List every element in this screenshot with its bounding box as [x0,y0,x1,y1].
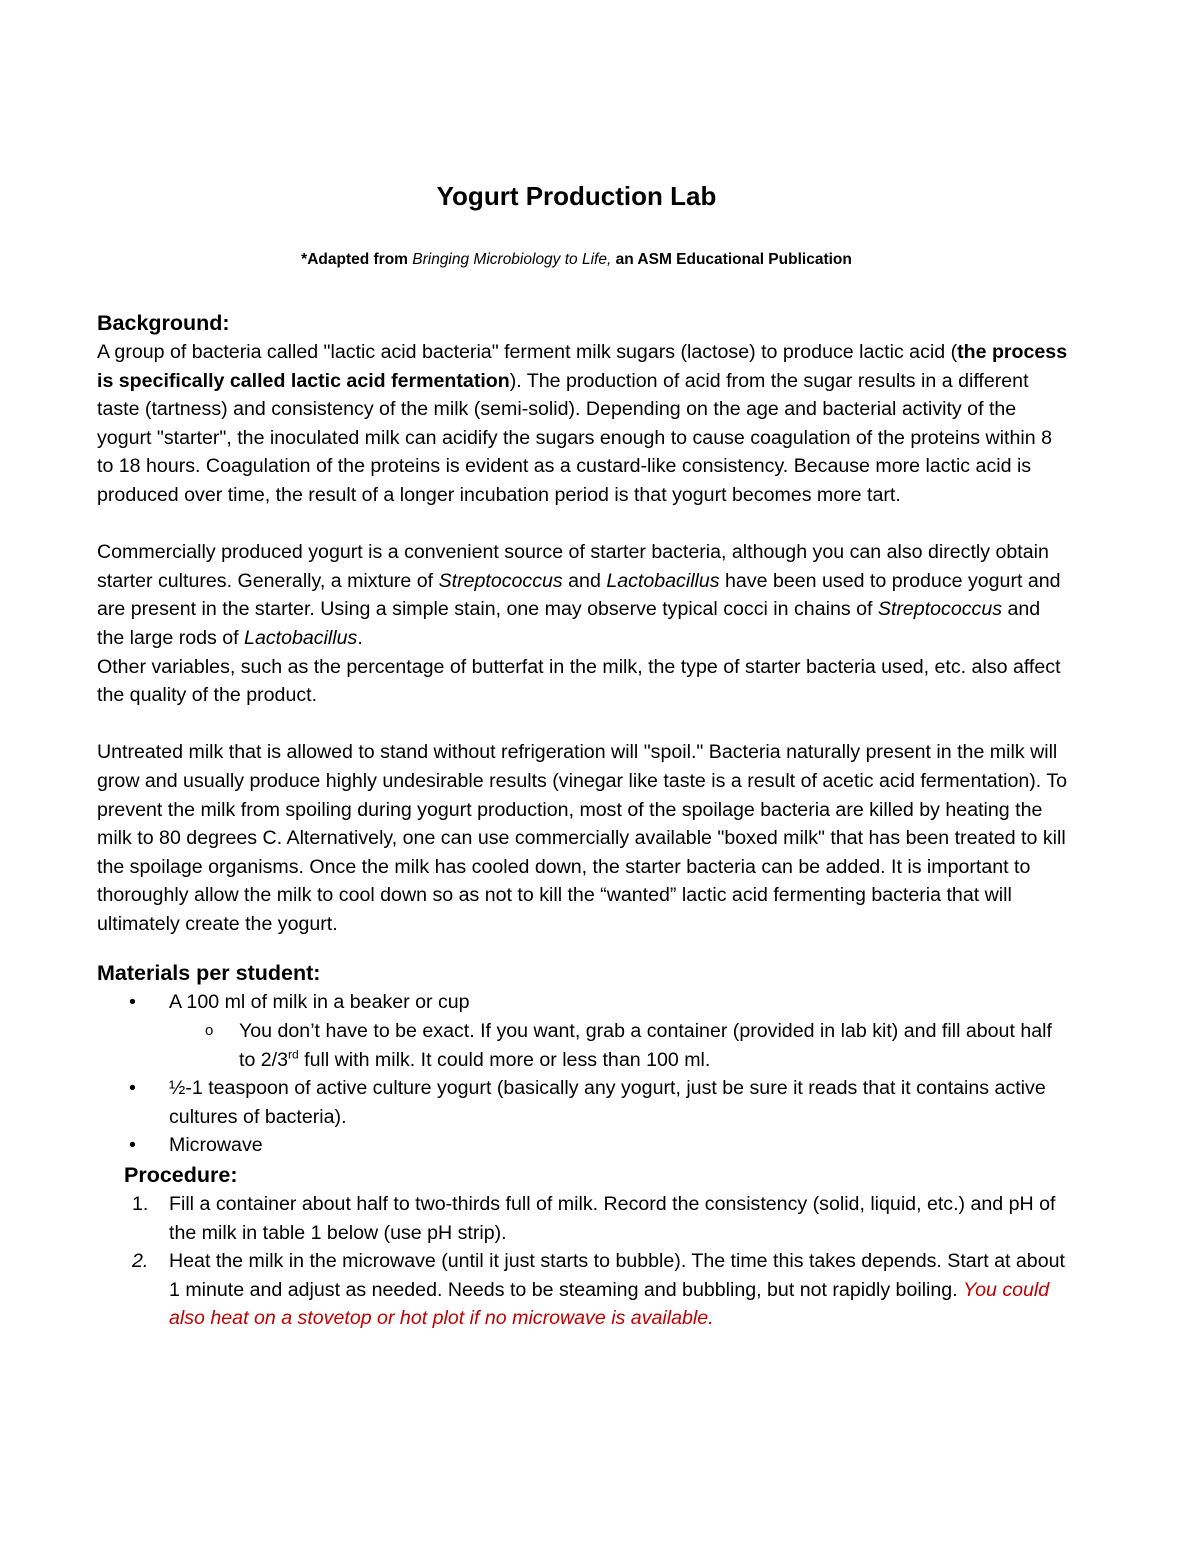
step-number: 1. [132,1193,149,1216]
p1-text-a: A group of bacteria called "lactic acid bacteria" ferment milk sugars (lactose) to produce lactic acid ( [97,341,958,363]
p2-text-b: and [562,569,607,592]
p1-bold-text: the process is specifically called lactic acid fermentation [97,341,1068,392]
subtitle-prefix: *Adapted from [301,251,413,268]
materials-item-yogurt: • ½-1 teaspoon of active culture yogurt (basically any yogurt, just be sure it reads that it contains active cultures of bacteria). [97,1074,1072,1131]
background-paragraph-2 [97,538,1072,652]
step-2-note: You could also heat on a stovetop or hot plot if no microwave is available. [169,1278,1050,1330]
page-title: Yogurt Production Lab [436,181,717,211]
materials-sublist [169,1017,1072,1074]
materials-item-milk-text: A 100 ml of milk in a beaker or cup [169,991,470,1014]
p2-italic-1: Streptococcus [438,569,563,592]
background-heading: Background: [97,311,230,335]
p2-italic-2: Lactobacillus [606,569,720,592]
materials-heading: Materials per student: [97,961,321,986]
p2-text-c: have been used to produce yogurt and are present in the starter. Using a simple stain, one may observe typical cocci in chains of [97,569,1061,621]
step-number: 2. [132,1250,149,1273]
step-2-text: Heat the milk in the microwave (until it just starts to bubble). The time this takes depends. Start at about 1 minute and adjust as needed. Needs to be steaming and bubbling, but not rapidly boiling. [169,1250,1065,1301]
background-paragraph-1 [97,338,1072,510]
step-1-text: Fill a container about half to two-thirds full of milk. Record the consistency (solid, liquid, etc.) and pH of the milk in table 1 below (use pH strip). [169,1193,1056,1244]
page-subtitle [0,249,1153,271]
paragraph-spacer [97,510,1072,539]
section-spacer [97,938,1072,958]
p2-italic-3: Streptococcus [877,598,1003,621]
background-paragraph-3: Other variables, such as the percentage of butterfat in the milk, the type of starter bacteria used, etc. also affect the quality of the product. [97,655,1061,707]
paragraph-spacer [97,710,1072,739]
p2-text-a: Commercially produced yogurt is a convenient source of starter bacteria, although you can also directly obtain starter cultures. Generally, a mixture of [97,541,1049,592]
subtitle-source-title: Bringing Microbiology to Life, [412,251,612,268]
procedure-list [97,1190,1072,1333]
materials-list [97,988,1072,1160]
p2-text-d: and the large rods of [97,598,1041,649]
procedure-heading: Procedure: [124,1163,238,1188]
subtitle-suffix: an ASM Educational Publication [611,251,852,268]
background-paragraph-4: Untreated milk that is allowed to stand without refrigeration will "spoil." Bacteria naturally present in the milk will grow and usually produce highly undesirable results (vinegar like taste is a result of acetic acid fermentation). To prevent the milk from spoiling during yogurt production, most of the spoilage bacteria are killed by heating the milk to 80 degrees C. Alternatively, one can use commercially available "boxed milk" that has been treated to kill the spoilage organisms. Once the milk has cooled down, the starter bacteria can be added. It is important to thoroughly allow the milk to cool down so as not to kill the “wanted” lactic acid fermenting bacteria that will ultimately create the yogurt. [97,741,1068,935]
procedure-step-1 [97,1190,1072,1247]
materials-item-milk [97,988,1072,1074]
materials-subitem-container [169,1017,1072,1074]
p2-italic-4: Lactobacillus [244,626,358,649]
subitem-text-a: You don’t have to be exact. If you want, grab a container (provided in lab kit) and fill about half to 2/3 [239,1020,1052,1071]
p2-text-e: . [357,626,363,649]
procedure-step-2 [97,1247,1072,1333]
materials-item-microwave: • Microwave [97,1131,1072,1160]
document-body [97,308,1072,1333]
p1-text-b: ). The production of acid from the sugar results in a different taste (tartness) and consistency of the milk (semi-solid). Depending on the age and bacterial activity of the yogurt "starter", the inoculated milk can acidify the sugars enough to cause coagulation of the proteins within 8 to 18 hours. Coagulation of the proteins is evident as a custard-like consistency. Because more lactic acid is produced over time, the result of a longer incubation period is that yogurt becomes more tart. [97,369,1052,506]
subitem-text-b: full with milk. It could more or less than 100 ml. [298,1048,711,1071]
subitem-superscript: rd [288,1047,299,1062]
